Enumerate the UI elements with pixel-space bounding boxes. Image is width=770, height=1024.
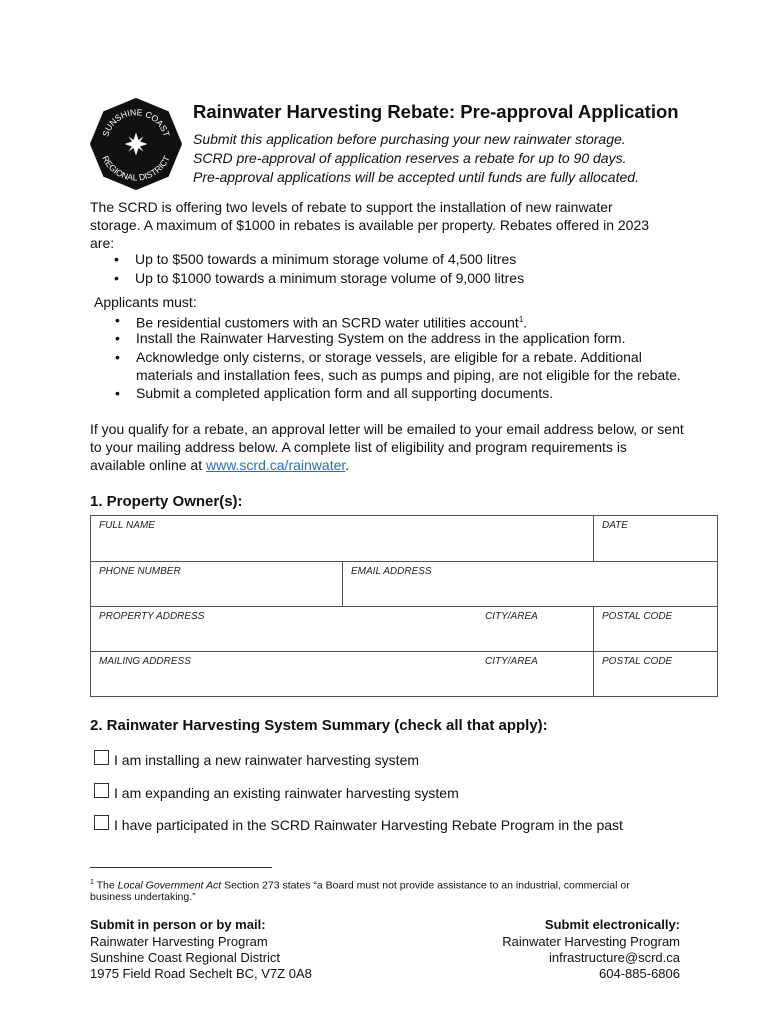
date-field[interactable]: DATE — [594, 516, 718, 562]
subtitle-line: Submit this application before purchasing your new rainwater storage. — [193, 131, 626, 147]
electronic-line: Rainwater Harvesting Program — [502, 934, 680, 949]
requirement-item: • Acknowledge only cisterns, or storage vessels, are eligible for a rebate. Additional — [136, 348, 642, 366]
mailing-city-field[interactable]: CITY/AREA — [477, 652, 594, 697]
subtitle-line: SCRD pre-approval of application reserves a rebate for up to 90 days. — [193, 150, 627, 166]
qualify-line: to your mailing address below. A complete list of eligibility and program requirements is — [90, 439, 627, 455]
footnote: $^1$ The Local Government Act Section 273 states “a Board must not provide assistance to an industrial, commercial or — [90, 879, 630, 892]
svg-text:SUNSHINE COAST: SUNSHINE COAST — [100, 107, 172, 138]
footnote-divider — [90, 867, 272, 868]
email-contact[interactable]: infrastructure@scrd.ca — [549, 950, 680, 965]
mail-line: Rainwater Harvesting Program — [90, 934, 268, 949]
email-address-field[interactable]: EMAIL ADDRESS — [343, 562, 718, 607]
requirement-item: • Submit a completed application form and all supporting documents. — [136, 384, 553, 402]
requirement-item: • Be residential customers with an SCRD water utilities account$^1$. — [136, 311, 527, 332]
mailing-address-field[interactable]: MAILING ADDRESS — [91, 652, 478, 697]
checkbox-expanding-system[interactable] — [94, 783, 109, 798]
qualify-line: If you qualify for a rebate, an approval letter will be emailed to your email address below, or sent — [90, 421, 684, 437]
intro-line: are: — [90, 235, 115, 251]
mailing-postal-code-field[interactable]: POSTAL CODE — [594, 652, 718, 697]
intro-line: storage. A maximum of $1000 in rebates is available per property. Rebates offered in 2023 — [90, 217, 650, 233]
svg-text:REGIONAL DISTRICT: REGIONAL DISTRICT — [100, 154, 172, 183]
section-property-owner-heading: 1. Property Owner(s): — [90, 493, 243, 510]
scrd-logo — [88, 96, 184, 192]
checkbox-label: I have participated in the SCRD Rainwater Harvesting Rebate Program in the past — [114, 817, 623, 833]
phone-number-field[interactable]: PHONE NUMBER — [91, 562, 343, 607]
footnote-cont: business undertaking.” — [90, 891, 196, 903]
applicants-heading: Applicants must: — [94, 294, 197, 310]
page-title: Rainwater Harvesting Rebate: Pre-approval Application — [193, 101, 679, 122]
phone-contact: 604-885-6806 — [599, 966, 680, 981]
property-postal-code-field[interactable]: POSTAL CODE — [594, 607, 718, 652]
mail-line: Sunshine Coast Regional District — [90, 950, 281, 965]
property-address-field[interactable]: PROPERTY ADDRESS — [91, 607, 478, 652]
rainwater-link[interactable]: www.scrd.ca/rainwater — [205, 457, 346, 473]
checkbox-label: I am expanding an existing rainwater harvesting system — [114, 785, 459, 801]
electronic-heading: Submit electronically: — [544, 917, 680, 932]
mail-line: 1975 Field Road Sechelt BC, V7Z 0A8 — [90, 966, 312, 981]
property-city-field[interactable]: CITY/AREA — [477, 607, 594, 652]
subtitle-line: Pre-approval applications will be accepted until funds are fully allocated. — [193, 169, 639, 185]
rebate-item: • Up to $500 towards a minimum storage volume of 4,500 litres — [135, 250, 516, 268]
requirement-item: • Install the Rainwater Harvesting System on the address in the application form. — [136, 329, 625, 347]
mail-heading: Submit in person or by mail: — [90, 917, 266, 932]
checkbox-past-participant[interactable] — [94, 815, 109, 830]
property-owner-form — [90, 515, 718, 697]
full-name-field[interactable]: FULL NAME — [91, 516, 594, 562]
rebate-item: • Up to $1000 towards a minimum storage volume of 9,000 litres — [135, 269, 524, 287]
section-system-summary-heading: 2. Rainwater Harvesting System Summary (check all that apply): — [90, 717, 548, 734]
checkbox-new-system[interactable] — [94, 750, 109, 765]
requirement-item-cont: materials and installation fees, such as pumps and piping, are not eligible for the rebate. — [136, 367, 681, 383]
intro-line: The SCRD is offering two levels of rebate to support the installation of new rainwater — [90, 199, 613, 215]
checkbox-label: I am installing a new rainwater harvesting system — [114, 752, 420, 768]
qualify-line: available online at www.scrd.ca/rainwater. — [90, 457, 350, 473]
